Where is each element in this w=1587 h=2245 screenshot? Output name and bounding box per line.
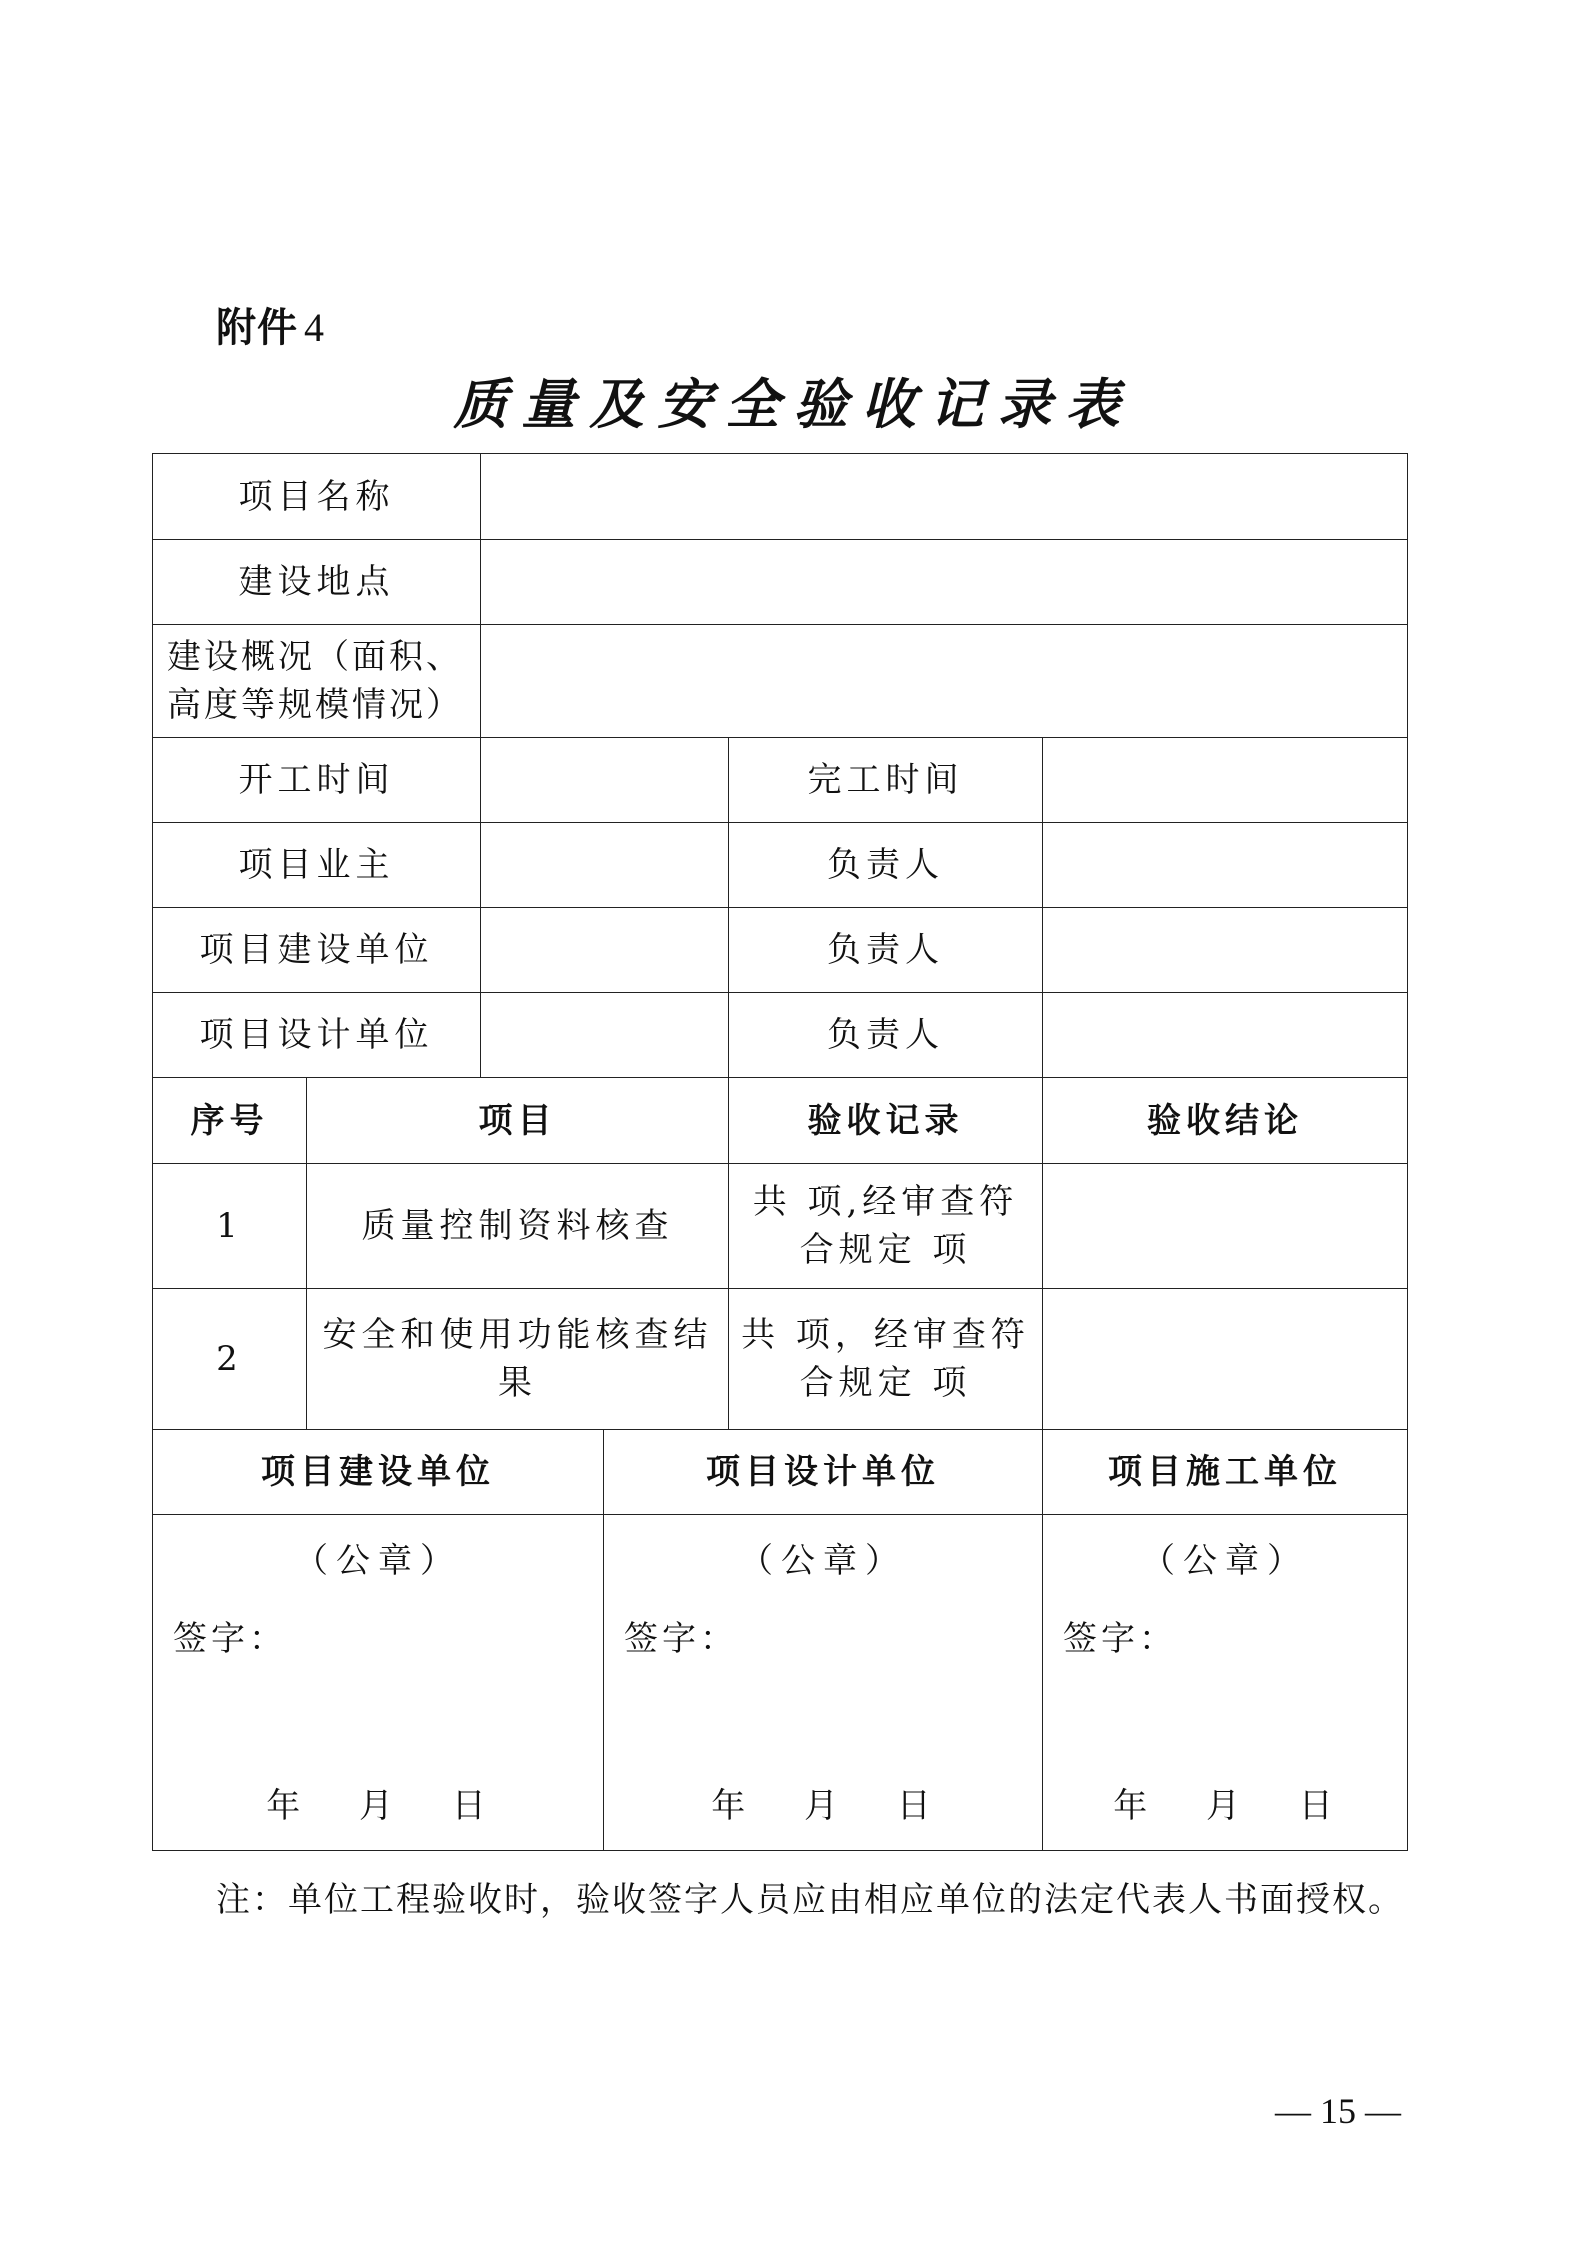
label-construction-overview: 建设概况（面积、高度等规模情况） xyxy=(153,625,481,738)
label-start-time: 开工时间 xyxy=(153,738,481,823)
field-construction-overview[interactable] xyxy=(481,625,1408,738)
field-design-person-in-charge[interactable] xyxy=(1043,993,1408,1078)
attachment-label xyxy=(216,296,325,353)
seal-label: （公章） xyxy=(294,1541,462,1581)
row-construction-unit xyxy=(153,908,1408,993)
label-completion-time: 完工时间 xyxy=(729,738,1043,823)
field-design-unit[interactable] xyxy=(481,993,729,1078)
row-construction-overview xyxy=(153,625,1408,738)
field-construction-unit[interactable] xyxy=(481,908,729,993)
label-owner-person-in-charge: 负责人 xyxy=(729,823,1043,908)
label-construction-site: 建设地点 xyxy=(153,540,481,625)
signature-cell-design[interactable] xyxy=(604,1515,1043,1851)
record-2: 共 项，经审查符合规定 项 xyxy=(729,1289,1043,1430)
signature-cell-construction[interactable] xyxy=(153,1515,604,1851)
row-time xyxy=(153,738,1408,823)
item-1: 质量控制资料核查 xyxy=(307,1164,729,1289)
field-owner-person-in-charge[interactable] xyxy=(1043,823,1408,908)
document-title: 质量及安全验收记录表 xyxy=(453,372,1134,436)
serial-2: 2 xyxy=(153,1289,307,1430)
label-design-person-in-charge: 负责人 xyxy=(729,993,1043,1078)
conclusion-2[interactable] xyxy=(1043,1289,1408,1430)
sign-label: 签字： xyxy=(1063,1619,1177,1659)
sign-label: 签字： xyxy=(624,1619,738,1659)
field-project-name[interactable] xyxy=(481,454,1408,540)
page-number: — 15 — xyxy=(1275,2091,1401,2131)
conclusion-1[interactable] xyxy=(1043,1164,1408,1289)
signature-header-row xyxy=(153,1430,1408,1515)
record-1: 共 项,经审查符合规定 项 xyxy=(729,1164,1043,1289)
field-construction-person-in-charge[interactable] xyxy=(1043,908,1408,993)
row-project-name xyxy=(153,454,1408,540)
sign-label: 签字： xyxy=(173,1619,287,1659)
signature-row xyxy=(153,1515,1408,1851)
seal-label: （公章） xyxy=(739,1541,907,1581)
field-start-time[interactable] xyxy=(481,738,729,823)
attachment-number: 4 xyxy=(304,305,325,350)
attachment-text: 附件 xyxy=(216,305,298,351)
acceptance-form-table xyxy=(152,453,1408,1851)
date-label: 年 月 日 xyxy=(1113,1786,1337,1826)
row-design-unit xyxy=(153,993,1408,1078)
label-project-owner: 项目业主 xyxy=(153,823,481,908)
seal-label: （公章） xyxy=(1141,1541,1309,1581)
footnote: 注：单位工程验收时，验收签字人员应由相应单位的法定代表人书面授权。 xyxy=(216,1880,1404,1920)
acceptance-header-row xyxy=(153,1078,1408,1164)
sign-header-construction-unit: 项目建设单位 xyxy=(153,1430,604,1515)
label-construction-unit: 项目建设单位 xyxy=(153,908,481,993)
field-project-owner[interactable] xyxy=(481,823,729,908)
header-serial: 序号 xyxy=(153,1078,307,1164)
label-design-unit: 项目设计单位 xyxy=(153,993,481,1078)
acceptance-row-1 xyxy=(153,1164,1408,1289)
date-label: 年 月 日 xyxy=(711,1786,935,1826)
row-project-owner xyxy=(153,823,1408,908)
date-label: 年 月 日 xyxy=(266,1786,490,1826)
header-item: 项目 xyxy=(307,1078,729,1164)
label-project-name: 项目名称 xyxy=(153,454,481,540)
header-record: 验收记录 xyxy=(729,1078,1043,1164)
sign-header-design-unit: 项目设计单位 xyxy=(604,1430,1043,1515)
header-conclusion: 验收结论 xyxy=(1043,1078,1408,1164)
serial-1: 1 xyxy=(153,1164,307,1289)
sign-header-builder-unit: 项目施工单位 xyxy=(1043,1430,1408,1515)
field-construction-site[interactable] xyxy=(481,540,1408,625)
row-construction-site xyxy=(153,540,1408,625)
acceptance-row-2 xyxy=(153,1289,1408,1430)
field-completion-time[interactable] xyxy=(1043,738,1408,823)
signature-cell-builder[interactable] xyxy=(1043,1515,1408,1851)
item-2: 安全和使用功能核查结果 xyxy=(307,1289,729,1430)
label-construction-person-in-charge: 负责人 xyxy=(729,908,1043,993)
